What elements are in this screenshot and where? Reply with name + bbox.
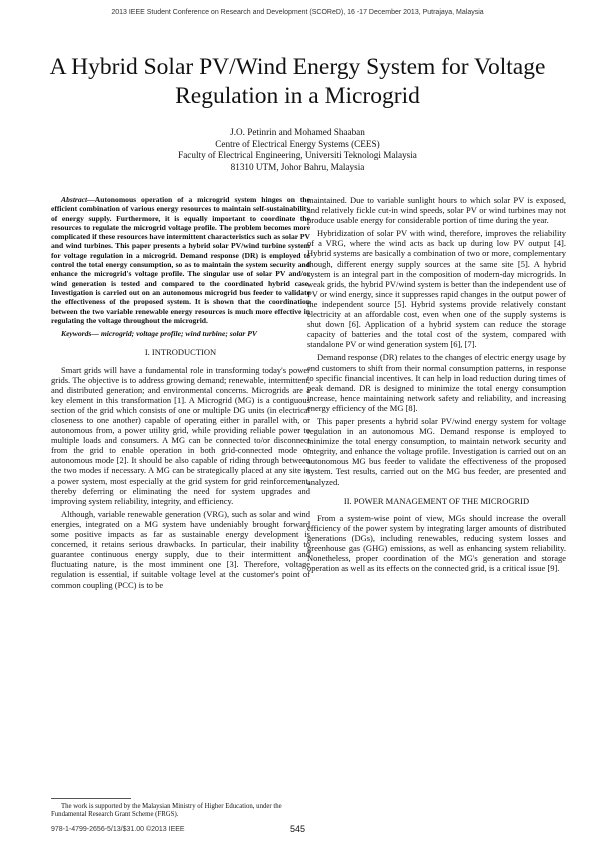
- isbn-footer: 978-1-4799-2656-5/13/$31.00 ©2013 IEEE: [51, 826, 185, 833]
- intro-paragraph: Hybridization of solar PV with wind, therefore, improves the reliability of a VRG, where the wind acts as back up during low PV output [4]. Hybrid systems are basically a combination of two or more, complementary though, different energy supply sources at the same site [5]. A hybrid system is an integral part in the composition of modern-day microgrids. In weak grids, the hybrid PV/wind system is better than the independent use of PV or wind energy, since it suppresses rapid changes in the output power of the independent source [5]. Hybrid systems provide relatively constant electricity at an affordable cost, even when one of the supply systems is shut down [6]. Application of a hybrid system can reduce the storage capacity of batteries and the total cost of the system, compared with standalone PV or wind generation system [6], [7].: [307, 228, 566, 350]
- abstract-lead: Abstract: [61, 195, 88, 204]
- affiliation-faculty: Faculty of Electrical Engineering, Universiti Teknologi Malaysia: [178, 150, 417, 160]
- conference-header: 2013 IEEE Student Conference on Research and Development (SCOReD), 16 -17 December 2013, Putrajaya, Malaysia: [111, 9, 484, 16]
- abstract: [51, 195, 310, 325]
- intro-paragraph: Smart grids will have a fundamental role in transforming today's power grids. The objective is to address growing demand; renewable, intermittent, and distributed generation; and environmental concerns. Microgrids are a key element in this transformation [1]. A Microgrid (MG) is a contiguous section of the grid which consists of one or multiple DG units (in electrical closeness to one another) capable of operating either in parallel with, or autonomous from, a power utility grid, while providing reliable power to multiple loads and consumers. A MG can be connected to/or disconnect from the grid to enable operation in both grid-connected mode or autonomous mode [2]. It should be also capable of riding through between the two modes if necessary. A MG can be strategically placed at any site in a power system, most especially at the grid system for grid reinforcement, thereby deferring or eliminating the need for system upgrades and improving system reliability, integrity, and efficiency.: [51, 364, 310, 506]
- keywords: Keywords— microgrid; voltage profile; wind turbine; solar PV: [61, 329, 257, 339]
- author-block: [0, 127, 595, 173]
- author-names: J.O. Petinrin and Mohamed Shaaban: [230, 127, 365, 137]
- intro-paragraph-continued: maintained. Due to variable sunlight hours to which solar PV is exposed, and relatively fickle cut-in wind speeds, solar PV or wind turbines may not produce usable energy for considerable portion of time during the year.: [307, 195, 566, 226]
- section-heading-introduction: I. INTRODUCTION: [144, 347, 217, 358]
- section2-paragraph: From a system-wise point of view, MGs should increase the overall efficiency of the power system by integrating larger amounts of distributed generations (DGs), including renewables, reducing system losses and greenhouse gas (GHG) emissions, as well as enhancing system reliability. Nonetheless, proper coordination of the MG's generation and storage operation as well as its effects on the connected grid, is a critical issue [9].: [307, 512, 566, 574]
- abstract-text: —Autonomous operation of a microgrid system hinges on the efficient combination of various energy resources to maintain self-sustainability of energy supply. Furthermore, it is equally important to coordinate the resources to regulate the microgrid voltage profile. The problem becomes more complicated if these resources have intermittent characteristics such as solar PV and wind turbines. This paper presents a hybrid solar PV/wind turbine system for voltage regulation in a microgrid. Demand response (DR) is employed to control the total energy consumption, so as to maintain the system security and enhance the microgrid's voltage profile. The singular use of solar PV and/or wind generation is tested and compared to the coordinated hybrid case. Investigation is carried out on an autonomous microgrid bus feeder to validate the effectiveness of the proposed system. It is shown that the coordination between the two variable renewable energy resources is much more effective in regulating the voltage throughout the microgrid.: [51, 195, 310, 325]
- section-heading-power-management: II. POWER MANAGEMENT OF THE MICROGRID: [343, 495, 530, 506]
- right-column: [307, 195, 566, 576]
- affiliation-address: 81310 UTM, Johor Bahru, Malaysia: [230, 161, 365, 172]
- footnote-divider: [51, 798, 131, 799]
- intro-paragraph: This paper presents a hybrid solar PV/wind energy system for voltage regulation in an autonomous MG. Demand response is employed to minimize the total energy consumption, to maintain network security and integrity, and enhance the voltage profile. Investigation is carried out on an autonomous MG bus feeder to validate the effectiveness of the proposed system. Test results, carried out on the MG bus feeder, are presented and analyzed.: [307, 415, 566, 487]
- intro-paragraph: Demand response (DR) relates to the changes of electric energy usage by end customers to shift from their normal consumption patterns, in response to specific financial incentives. It can help in load reduction during times of peak demand. DR is designed to minimize the total energy consumption increase, hence maintaining network safety and reliability, and increasing energy efficiency of the MG [8].: [307, 352, 566, 413]
- left-column: [51, 195, 310, 593]
- funding-footnote: The work is supported by the Malaysian Ministry of Higher Education, under the Fundamental Research Grant Scheme (FRGS).: [51, 803, 282, 819]
- paper-title: A Hybrid Solar PV/Wind Energy System for Voltage Regulation in a Microgrid: [49, 54, 546, 109]
- page-number: 545: [289, 824, 306, 834]
- affiliation-center: Centre of Electrical Energy Systems (CEES): [215, 138, 380, 149]
- intro-paragraph: Although, variable renewable generation (VRG), such as solar and wind energies, integrated on a MG system have undeniably brought forward some positive impacts as far as sustainable energy development is concerned, it retains serious drawbacks. In particular, their inability to guarantee continuous energy supply, due to their intermittent and fluctuating nature, is the most imminent one [3]. Therefore, voltage regulation is essential, if suitable voltage level at the customer's point of common coupling (PCC) is to be: [51, 508, 310, 590]
